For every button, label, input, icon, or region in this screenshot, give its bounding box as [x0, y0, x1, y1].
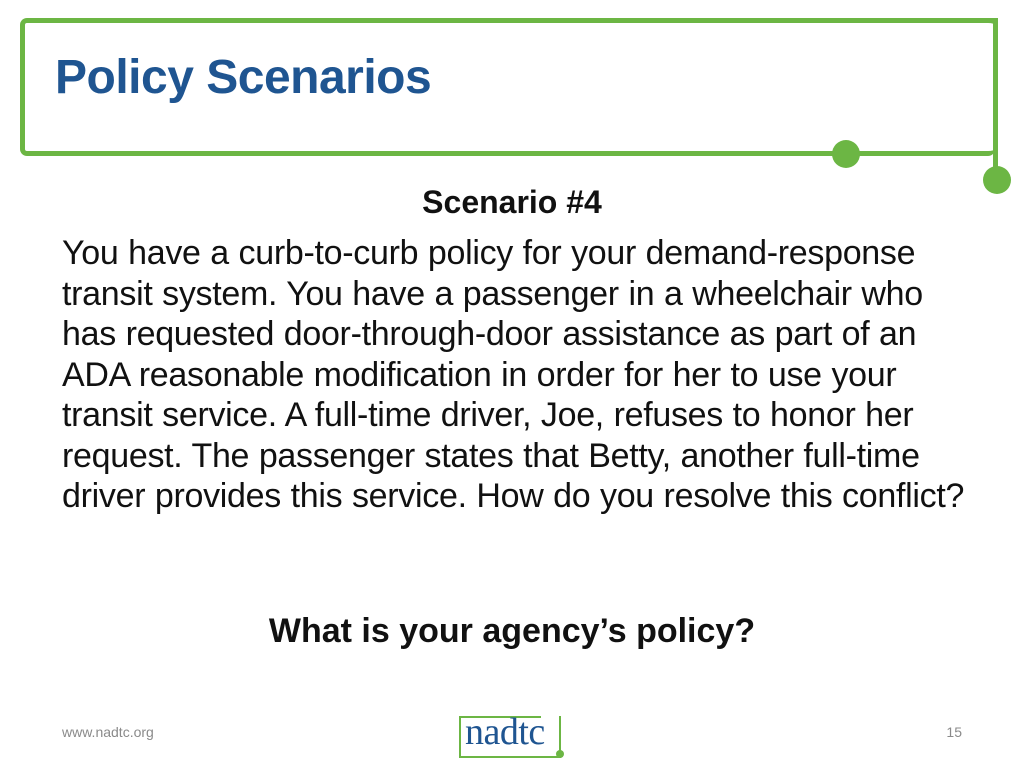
scenario-heading: Scenario #4	[422, 184, 602, 220]
page-title: Policy Scenarios	[55, 51, 432, 104]
title-frame-right-line	[993, 18, 998, 178]
logo-frame-right	[559, 716, 561, 752]
nadtc-logo	[459, 708, 569, 760]
frame-dot-left	[832, 140, 860, 168]
policy-question: What is your agency’s policy?	[268, 612, 756, 650]
footer-url: www.nadtc.org	[62, 724, 154, 740]
page-number: 15	[946, 724, 962, 740]
scenario-body: You have a curb-to-curb policy for your demand-response transit system. You have a passenger in a wheelchair who has requested door-through-door assistance as part of an ADA reasonable modification in order for her to use your transit service. A full-time driver, Joe, refuses to honor her request. The passenger states that Betty, another full-time driver provides this service. How do you resolve this conflict?	[62, 234, 965, 515]
logo-dot	[556, 750, 564, 758]
logo-text: nadtc	[465, 711, 545, 753]
